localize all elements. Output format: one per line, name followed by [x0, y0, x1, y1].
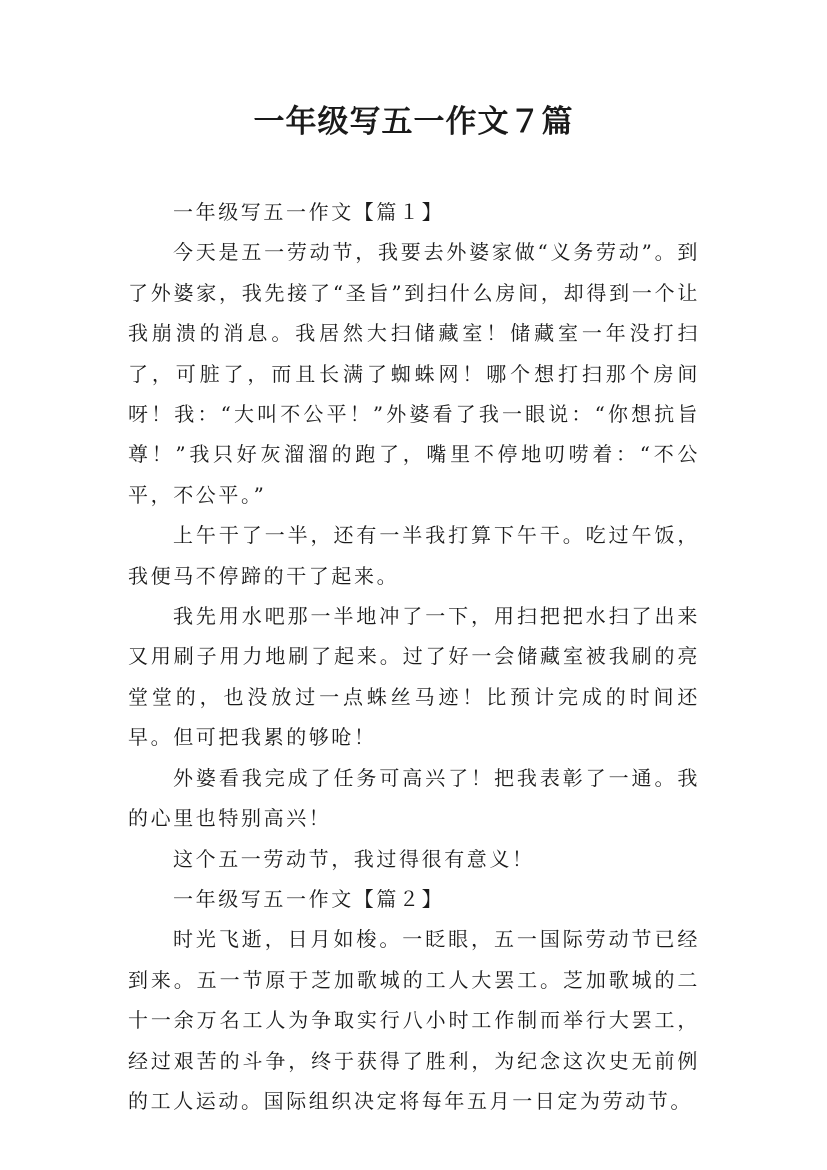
paragraph: 上午干了一半，还有一半我打算下午干。吃过午饭，我便马不停蹄的干了起来。 — [128, 523, 700, 588]
paragraph: 今天是五一劳动节，我要去外婆家做“义务劳动”。到了外婆家，我先接了“圣旨”到扫什么房间，却得到一个让我崩溃的消息。我居然大扫储藏室！储藏室一年没打扫了，可脏了，而且长满了蜘蛛网！哪个想打扫那个房间呀！我：“大叫不公平！”外婆看了我一眼说：“你想抗旨尊！”我只好灰溜溜的跑了，嘴里不停地叨唠着：“不公平，不公平。” — [128, 240, 700, 507]
paragraph: 外婆看我完成了任务可高兴了！把我表彰了一通。我的心里也特别高兴！ — [128, 765, 700, 831]
document-body — [128, 192, 700, 1121]
section-heading: 一年级写五一作文【篇２】 — [173, 886, 445, 911]
paragraph: 这个五一劳动节，我过得很有意义！ — [173, 846, 535, 871]
document-title: 一年级写五一作文７篇 — [253, 104, 574, 140]
paragraph: 我先用水吧那一半地冲了一下，用扫把把水扫了出来又用刷子用力地刷了起来。过了好一会储藏室被我刷的亮堂堂的，也没放过一点蛛丝马迹！比预计完成的时间还早。但可把我累的够呛！ — [128, 604, 700, 750]
section-heading: 一年级写五一作文【篇１】 — [173, 200, 445, 224]
paragraph: 时光飞逝，日月如梭。一眨眼，五一国际劳动节已经到来。五一节原于芝加歌城的工人大罢工。芝加歌城的二十一余万名工人为争取实行八小时工作制而举行大罢工，经过艰苦的斗争，终于获得了胜利，为纪念这次史无前例的工人运动。国际组织决定将每年五月一日定为劳动节。 — [128, 927, 700, 1113]
